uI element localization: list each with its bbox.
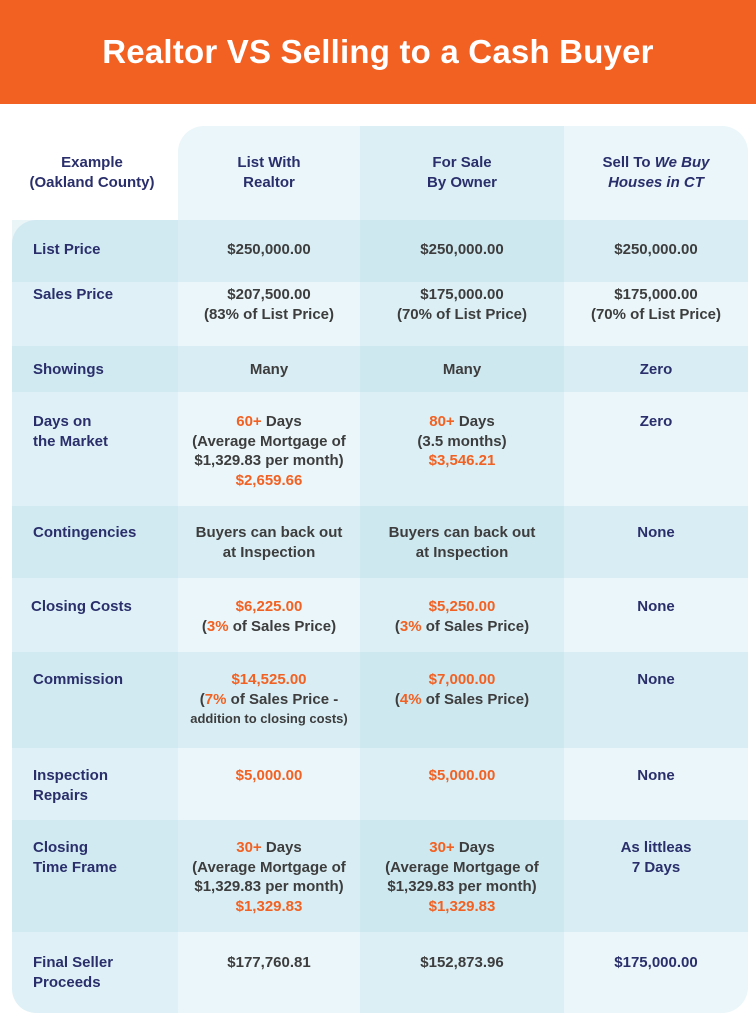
showings-owner: Many xyxy=(442,361,482,378)
row-label-days-on-market xyxy=(33,412,173,451)
row-label-closing-time xyxy=(33,838,173,877)
row-label-line: Final Seller xyxy=(33,954,114,971)
row-label-contingencies: Contingencies xyxy=(33,524,137,541)
row-label-closing-costs: Closing Costs xyxy=(31,598,132,615)
final-proceeds-owner: $152,873.96 xyxy=(420,954,504,971)
days-unit: Days xyxy=(261,413,302,430)
commission-owner xyxy=(360,670,564,709)
sales-price-value: $207,500.00 xyxy=(227,286,311,303)
cash-timeframe-line: 7 Days xyxy=(631,858,681,876)
closing-cost-percent: 3% xyxy=(206,617,229,635)
sales-price-percent: (70% of List Price) xyxy=(396,305,528,323)
closing-time-cash xyxy=(564,838,748,877)
months-note: (3.5 months) xyxy=(417,432,507,450)
inspection-repairs-owner: $5,000.00 xyxy=(428,767,496,784)
header-realtor xyxy=(178,153,360,192)
commission-note: addition to closing costs) xyxy=(190,711,348,726)
closing-cost-amount: $6,225.00 xyxy=(235,598,303,615)
closing-time-owner xyxy=(360,838,564,916)
contingencies-owner xyxy=(360,523,564,562)
days-on-market-cash: Zero xyxy=(639,413,673,430)
inspection-repairs-cash: None xyxy=(637,767,675,784)
header-realtor-line: Realtor xyxy=(243,173,295,191)
row-label-line: the Market xyxy=(33,432,109,450)
row-label-showings: Showings xyxy=(33,361,104,378)
sales-price-value: $175,000.00 xyxy=(614,286,698,303)
header-cash-brand: We Buy xyxy=(654,154,710,171)
header-realtor-line: List With xyxy=(237,154,301,171)
commission-realtor xyxy=(178,670,360,729)
list-price-realtor: $250,000.00 xyxy=(227,241,311,258)
final-proceeds-cash: $175,000.00 xyxy=(614,954,698,971)
header-cash-buyer xyxy=(564,153,748,192)
row-label-line: Inspection xyxy=(33,767,109,784)
contingency-line: Buyers can back out xyxy=(388,524,536,541)
row-label-line: Closing xyxy=(33,839,88,856)
commission-note: of Sales Price) xyxy=(421,690,530,708)
row-label-commission: Commission xyxy=(33,671,124,688)
closing-cost-percent: 3% xyxy=(399,617,422,635)
row-label-inspection-repairs xyxy=(33,766,173,805)
row-label-line: Days on xyxy=(33,413,92,430)
list-price-owner: $250,000.00 xyxy=(420,241,504,258)
days-count: 60+ xyxy=(236,413,262,430)
paren: ( xyxy=(201,617,207,635)
days-unit: Days xyxy=(261,839,302,856)
days-on-market-owner xyxy=(360,412,564,471)
mortgage-note: $1,329.83 per month) xyxy=(194,878,344,895)
header-owner-line: For Sale xyxy=(432,154,492,171)
row-label-final-proceeds xyxy=(33,953,173,992)
sales-price-cash xyxy=(564,285,748,324)
holding-cost: $1,329.83 xyxy=(235,897,303,915)
mortgage-note: $1,329.83 per month) xyxy=(387,878,537,895)
contingency-line: Buyers can back out xyxy=(195,524,343,541)
page-title: Realtor VS Selling to a Cash Buyer xyxy=(102,33,654,70)
days-unit: Days xyxy=(454,413,495,430)
days-unit: Days xyxy=(454,839,495,856)
holding-cost: $3,546.21 xyxy=(428,452,496,469)
commission-percent: 7% xyxy=(204,690,227,708)
showings-realtor: Many xyxy=(249,361,289,378)
header-owner-line: By Owner xyxy=(426,173,498,191)
closing-cost-note: of Sales Price) xyxy=(421,617,530,635)
list-price-cash: $250,000.00 xyxy=(614,241,698,258)
header-example xyxy=(22,153,162,192)
mortgage-note: (Average Mortgage of xyxy=(385,858,539,876)
paren: ( xyxy=(199,690,205,708)
commission-amount: $14,525.00 xyxy=(231,671,307,688)
mortgage-note: (Average Mortgage of xyxy=(192,432,346,450)
row-label-sales-price: Sales Price xyxy=(33,286,114,303)
paren: ( xyxy=(394,690,400,708)
sales-price-realtor xyxy=(178,285,360,324)
days-count: 30+ xyxy=(236,839,262,856)
closing-cost-amount: $5,250.00 xyxy=(428,598,496,615)
showings-cash: Zero xyxy=(639,361,673,378)
row-label-list-price: List Price xyxy=(33,241,101,258)
inspection-repairs-realtor: $5,000.00 xyxy=(235,767,303,784)
days-count: 80+ xyxy=(429,413,455,430)
commission-percent: 4% xyxy=(399,690,422,708)
header-cash-prefix: Sell To xyxy=(602,154,655,171)
commission-amount: $7,000.00 xyxy=(428,671,496,688)
contingency-line: at Inspection xyxy=(222,543,316,561)
title-banner xyxy=(0,0,756,104)
header-example-line: Example xyxy=(61,154,123,171)
row-label-line: Time Frame xyxy=(33,858,117,876)
cash-timeframe-line: As littleas xyxy=(620,839,692,856)
holding-cost: $2,659.66 xyxy=(235,471,303,489)
closing-cost-note: of Sales Price) xyxy=(228,617,337,635)
header-cash-brand: Houses in CT xyxy=(608,173,704,191)
final-proceeds-realtor: $177,760.81 xyxy=(227,954,311,971)
commission-cash: None xyxy=(637,671,675,688)
closing-time-realtor xyxy=(178,838,360,916)
mortgage-note: (Average Mortgage of xyxy=(192,858,346,876)
closing-costs-owner xyxy=(360,597,564,636)
header-owner xyxy=(360,153,564,192)
contingencies-realtor xyxy=(178,523,360,562)
header-example-line: (Oakland County) xyxy=(29,173,155,191)
days-count: 30+ xyxy=(429,839,455,856)
contingencies-cash: None xyxy=(637,524,675,541)
row-label-line: Repairs xyxy=(33,786,89,804)
closing-costs-realtor xyxy=(178,597,360,636)
sales-price-percent: (83% of List Price) xyxy=(203,305,335,323)
mortgage-note: $1,329.83 per month) xyxy=(194,452,344,469)
commission-note: of Sales Price - xyxy=(226,690,339,708)
closing-costs-cash: None xyxy=(637,598,675,615)
sales-price-percent: (70% of List Price) xyxy=(590,305,722,323)
sales-price-value: $175,000.00 xyxy=(420,286,504,303)
paren: ( xyxy=(394,617,400,635)
holding-cost: $1,329.83 xyxy=(428,897,496,915)
row-label-line: Proceeds xyxy=(33,973,101,991)
sales-price-owner xyxy=(360,285,564,324)
days-on-market-realtor xyxy=(178,412,360,490)
contingency-line: at Inspection xyxy=(415,543,509,561)
